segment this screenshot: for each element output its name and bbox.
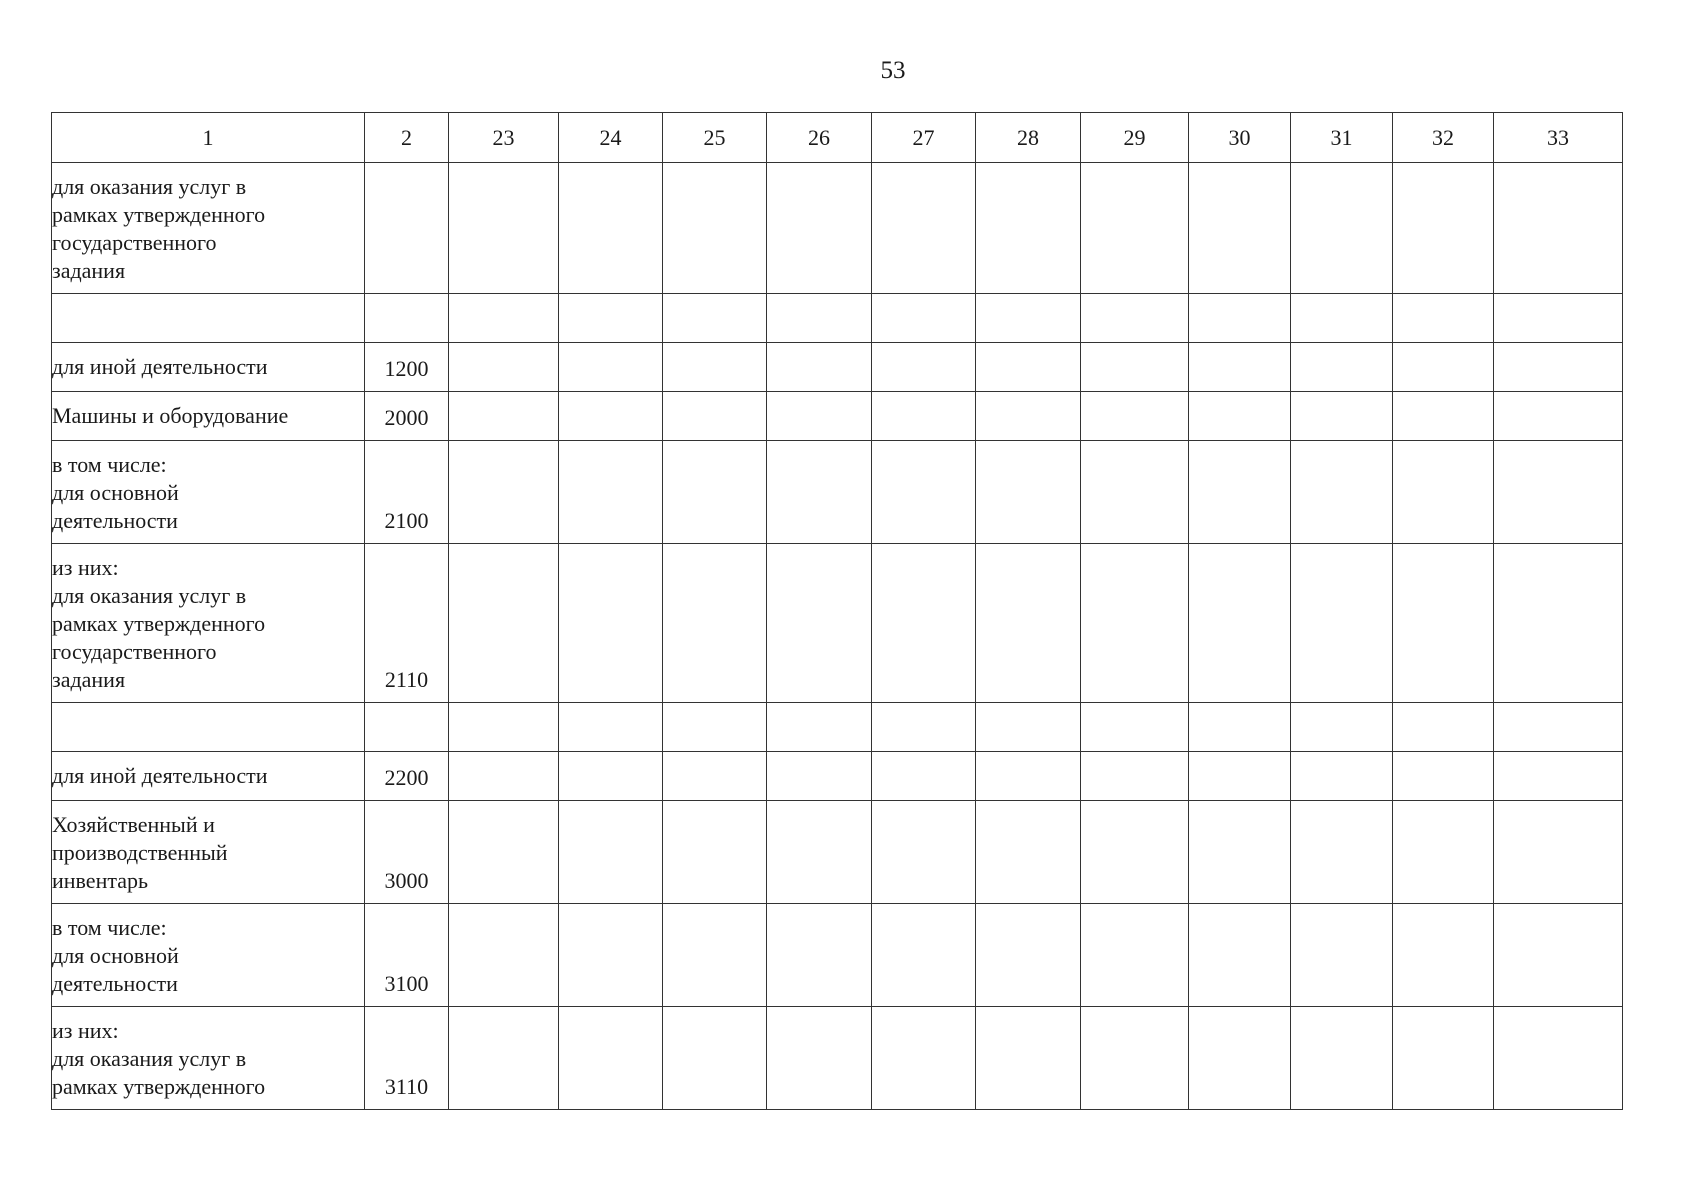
data-cell: [559, 703, 663, 752]
row-description: [52, 441, 365, 544]
data-cell: [449, 544, 559, 703]
data-cell: [663, 1007, 767, 1110]
data-cell: [1393, 392, 1494, 441]
data-cell: [1189, 343, 1291, 392]
data-cell: [663, 163, 767, 294]
data-cell: [976, 904, 1081, 1007]
data-cell: [976, 752, 1081, 801]
description-line: рамках утвержденного: [52, 611, 266, 636]
column-header: 2: [365, 113, 449, 163]
data-cell: [1189, 752, 1291, 801]
data-cell: [1189, 801, 1291, 904]
description-line: деятельности: [52, 508, 178, 533]
data-cell: [1291, 703, 1393, 752]
data-cell: [872, 904, 976, 1007]
table-row: [52, 294, 1623, 343]
data-cell: [663, 703, 767, 752]
data-cell: [559, 441, 663, 544]
data-cell: [872, 703, 976, 752]
data-cell: [1189, 904, 1291, 1007]
data-cell: [449, 441, 559, 544]
table-row: [52, 392, 1623, 441]
row-description: [52, 703, 365, 752]
description-line: государственного: [52, 639, 217, 664]
data-cell: [976, 801, 1081, 904]
row-description: [52, 163, 365, 294]
row-description: [52, 904, 365, 1007]
data-cell: [1393, 703, 1494, 752]
data-cell: [976, 294, 1081, 343]
description-line: для иной деятельности: [52, 354, 268, 379]
description-line: Машины и оборудование: [52, 403, 289, 428]
description-line: [52, 304, 360, 332]
data-cell: [1393, 343, 1494, 392]
data-cell: [449, 801, 559, 904]
data-cell: [1393, 1007, 1494, 1110]
data-cell: [663, 294, 767, 343]
data-cell: [559, 752, 663, 801]
description-line: рамках утвержденного: [52, 1074, 266, 1099]
data-cell: [1081, 1007, 1189, 1110]
data-cell: [559, 801, 663, 904]
data-cell: [449, 1007, 559, 1110]
table-row: [52, 1007, 1623, 1110]
description-line: из них:: [52, 1018, 119, 1043]
data-cell: [663, 343, 767, 392]
data-cell: [1291, 544, 1393, 703]
data-cell: [767, 1007, 872, 1110]
data-cell: [1291, 163, 1393, 294]
column-header: 28: [976, 113, 1081, 163]
data-cell: [1494, 544, 1623, 703]
data-cell: [559, 294, 663, 343]
row-description: [52, 392, 365, 441]
data-cell: [1081, 904, 1189, 1007]
description-line: государственного: [52, 230, 217, 255]
description-line: задания: [52, 258, 126, 283]
column-header: 1: [52, 113, 365, 163]
data-cell: [1494, 801, 1623, 904]
data-cell: [872, 294, 976, 343]
data-cell: [872, 343, 976, 392]
row-code: 3000: [365, 801, 449, 904]
description-line: в том числе:: [52, 452, 167, 477]
column-header: 30: [1189, 113, 1291, 163]
row-description: [52, 294, 365, 343]
data-cell: [449, 752, 559, 801]
data-cell: [1494, 703, 1623, 752]
data-cell: [1291, 294, 1393, 343]
description-line: рамках утвержденного: [52, 202, 266, 227]
row-code: [365, 294, 449, 343]
data-cell: [1189, 294, 1291, 343]
description-line: для основной: [52, 943, 179, 968]
data-cell: [1393, 904, 1494, 1007]
data-cell: [1189, 392, 1291, 441]
data-cell: [767, 343, 872, 392]
data-cell: [1494, 752, 1623, 801]
data-cell: [976, 163, 1081, 294]
column-header: 26: [767, 113, 872, 163]
row-description: [52, 752, 365, 801]
data-cell: [663, 904, 767, 1007]
data-cell: [1494, 163, 1623, 294]
description-line: задания: [52, 667, 126, 692]
row-description: [52, 343, 365, 392]
data-cell: [1393, 544, 1494, 703]
data-cell: [1081, 752, 1189, 801]
table-row: [52, 163, 1623, 294]
data-cell: [1189, 441, 1291, 544]
data-cell: [1494, 441, 1623, 544]
data-cell: [1291, 392, 1393, 441]
data-cell: [767, 294, 872, 343]
description-line: для иной деятельности: [52, 763, 268, 788]
table-row: [52, 801, 1623, 904]
data-cell: [663, 801, 767, 904]
data-cell: [1291, 752, 1393, 801]
data-cell: [1081, 703, 1189, 752]
data-cell: [1081, 392, 1189, 441]
column-header: 32: [1393, 113, 1494, 163]
data-cell: [559, 163, 663, 294]
data-cell: [1081, 441, 1189, 544]
description-line: для оказания услуг в: [52, 174, 247, 199]
data-cell: [1393, 294, 1494, 343]
data-cell: [767, 904, 872, 1007]
data-cell: [449, 163, 559, 294]
data-cell: [767, 441, 872, 544]
data-cell: [449, 294, 559, 343]
description-line: для оказания услуг в: [52, 1046, 247, 1071]
data-cell: [1189, 703, 1291, 752]
data-cell: [1494, 294, 1623, 343]
report-table: [51, 112, 1623, 1110]
data-cell: [767, 801, 872, 904]
row-code: 2000: [365, 392, 449, 441]
page-number: 53: [880, 57, 906, 84]
data-cell: [872, 163, 976, 294]
data-cell: [872, 441, 976, 544]
row-code: [365, 163, 449, 294]
data-cell: [1494, 1007, 1623, 1110]
data-cell: [872, 1007, 976, 1110]
data-cell: [559, 343, 663, 392]
description-line: для оказания услуг в: [52, 583, 247, 608]
data-cell: [767, 703, 872, 752]
data-cell: [1291, 441, 1393, 544]
data-cell: [449, 392, 559, 441]
table-row: [52, 904, 1623, 1007]
row-description: [52, 544, 365, 703]
data-cell: [1189, 544, 1291, 703]
data-cell: [1393, 752, 1494, 801]
row-code: 3100: [365, 904, 449, 1007]
data-cell: [1189, 1007, 1291, 1110]
data-cell: [559, 904, 663, 1007]
data-cell: [1494, 904, 1623, 1007]
data-cell: [1494, 392, 1623, 441]
data-cell: [449, 343, 559, 392]
description-line: деятельности: [52, 971, 178, 996]
data-cell: [872, 752, 976, 801]
data-cell: [1081, 294, 1189, 343]
data-cell: [767, 752, 872, 801]
data-cell: [1081, 163, 1189, 294]
column-header: 27: [872, 113, 976, 163]
row-code: [365, 703, 449, 752]
data-cell: [663, 752, 767, 801]
data-cell: [872, 801, 976, 904]
row-code: 2200: [365, 752, 449, 801]
row-code: 2100: [365, 441, 449, 544]
description-line: Хозяйственный и: [52, 812, 215, 837]
data-cell: [872, 544, 976, 703]
data-cell: [1081, 544, 1189, 703]
data-cell: [1081, 801, 1189, 904]
data-cell: [976, 703, 1081, 752]
data-cell: [1393, 801, 1494, 904]
description-line: [52, 713, 360, 741]
data-cell: [767, 392, 872, 441]
data-cell: [559, 392, 663, 441]
data-cell: [449, 703, 559, 752]
table-row: [52, 703, 1623, 752]
data-cell: [1291, 1007, 1393, 1110]
column-header: 33: [1494, 113, 1623, 163]
row-description: [52, 801, 365, 904]
data-cell: [1189, 163, 1291, 294]
data-cell: [976, 392, 1081, 441]
description-line: инвентарь: [52, 868, 149, 893]
column-header: 25: [663, 113, 767, 163]
data-cell: [976, 343, 1081, 392]
column-header: 23: [449, 113, 559, 163]
table-row: [52, 752, 1623, 801]
data-cell: [1291, 801, 1393, 904]
data-cell: [767, 163, 872, 294]
data-cell: [449, 904, 559, 1007]
table-row: [52, 441, 1623, 544]
column-header: 31: [1291, 113, 1393, 163]
table-row: [52, 544, 1623, 703]
column-number-row: [52, 113, 1623, 163]
column-header: 29: [1081, 113, 1189, 163]
data-cell: [1393, 163, 1494, 294]
row-code: 1200: [365, 343, 449, 392]
data-cell: [663, 392, 767, 441]
description-line: производственный: [52, 840, 228, 865]
data-cell: [1393, 441, 1494, 544]
data-cell: [976, 1007, 1081, 1110]
data-cell: [663, 544, 767, 703]
data-cell: [976, 544, 1081, 703]
data-cell: [1494, 343, 1623, 392]
data-cell: [559, 544, 663, 703]
row-description: [52, 1007, 365, 1110]
data-cell: [1081, 343, 1189, 392]
description-line: для основной: [52, 480, 179, 505]
description-line: в том числе:: [52, 915, 167, 940]
data-cell: [976, 441, 1081, 544]
data-cell: [663, 441, 767, 544]
data-cell: [1291, 343, 1393, 392]
row-code: 3110: [365, 1007, 449, 1110]
table-row: [52, 343, 1623, 392]
data-cell: [872, 392, 976, 441]
row-code: 2110: [365, 544, 449, 703]
data-cell: [559, 1007, 663, 1110]
data-cell: [767, 544, 872, 703]
description-line: из них:: [52, 555, 119, 580]
column-header: 24: [559, 113, 663, 163]
data-cell: [1291, 904, 1393, 1007]
